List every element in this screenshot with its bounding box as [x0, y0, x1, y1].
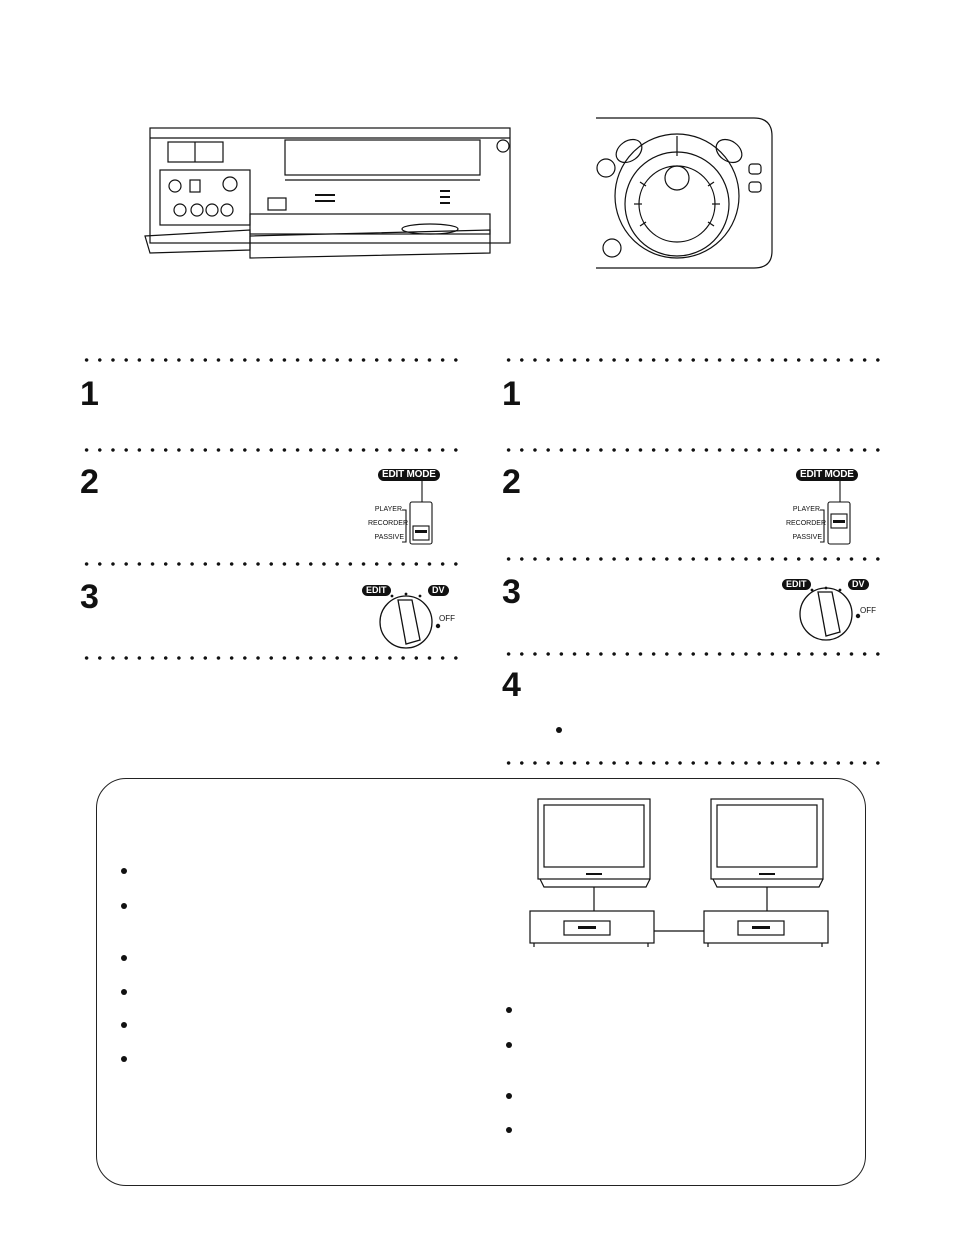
- dotted-separator: [502, 557, 880, 561]
- switch-position-player: PLAYER: [374, 506, 402, 513]
- vcr-front-panel-illustration: [140, 118, 515, 268]
- dotted-separator: [80, 562, 460, 566]
- bullet: [506, 1093, 512, 1099]
- dotted-separator: [502, 761, 880, 765]
- edit-mode-switch: [360, 469, 470, 549]
- dotted-separator: [80, 448, 460, 452]
- step-number: 1: [80, 375, 99, 413]
- dial-edit-label: EDIT: [782, 579, 811, 590]
- step-number: 2: [80, 463, 99, 501]
- switch-position-passive: PASSIVE: [374, 534, 404, 541]
- switch-position-recorder: RECORDER: [785, 520, 826, 527]
- step-number: 4: [502, 666, 521, 704]
- dotted-separator: [502, 448, 880, 452]
- step-number: 3: [80, 578, 99, 616]
- jog-shuttle-closeup-illustration: [594, 116, 776, 271]
- bullet: [121, 1022, 127, 1028]
- dial-dv-label: DV: [428, 585, 449, 596]
- dotted-separator: [80, 358, 460, 362]
- dotted-separator: [502, 358, 880, 362]
- bullet: [121, 903, 127, 909]
- dial-off-label: OFF: [860, 606, 876, 615]
- dotted-separator: [80, 656, 460, 660]
- dial-off-label: OFF: [439, 614, 455, 623]
- dotted-separator: [502, 652, 880, 656]
- mode-dial: [362, 582, 462, 652]
- bullet: [121, 868, 127, 874]
- bullet: [121, 1056, 127, 1062]
- edit-mode-label: EDIT MODE: [378, 469, 440, 481]
- switch-position-passive: PASSIVE: [792, 534, 822, 541]
- dial-dv-label: DV: [848, 579, 869, 590]
- switch-position-player: PLAYER: [792, 506, 820, 513]
- bullet: [121, 989, 127, 995]
- step-number: 3: [502, 573, 521, 611]
- bullet: [121, 955, 127, 961]
- step-number: 1: [502, 375, 521, 413]
- edit-mode-label: EDIT MODE: [796, 469, 858, 481]
- bullet: [506, 1127, 512, 1133]
- step-number: 2: [502, 463, 521, 501]
- bullet: [506, 1042, 512, 1048]
- edit-mode-switch: [780, 469, 870, 549]
- bullet: [556, 727, 562, 733]
- switch-position-recorder: RECORDER: [367, 520, 408, 527]
- dial-edit-label: EDIT: [362, 585, 391, 596]
- bullet: [506, 1007, 512, 1013]
- mode-dial: [782, 576, 882, 646]
- tv-vcr-connection-illustration: [528, 797, 833, 957]
